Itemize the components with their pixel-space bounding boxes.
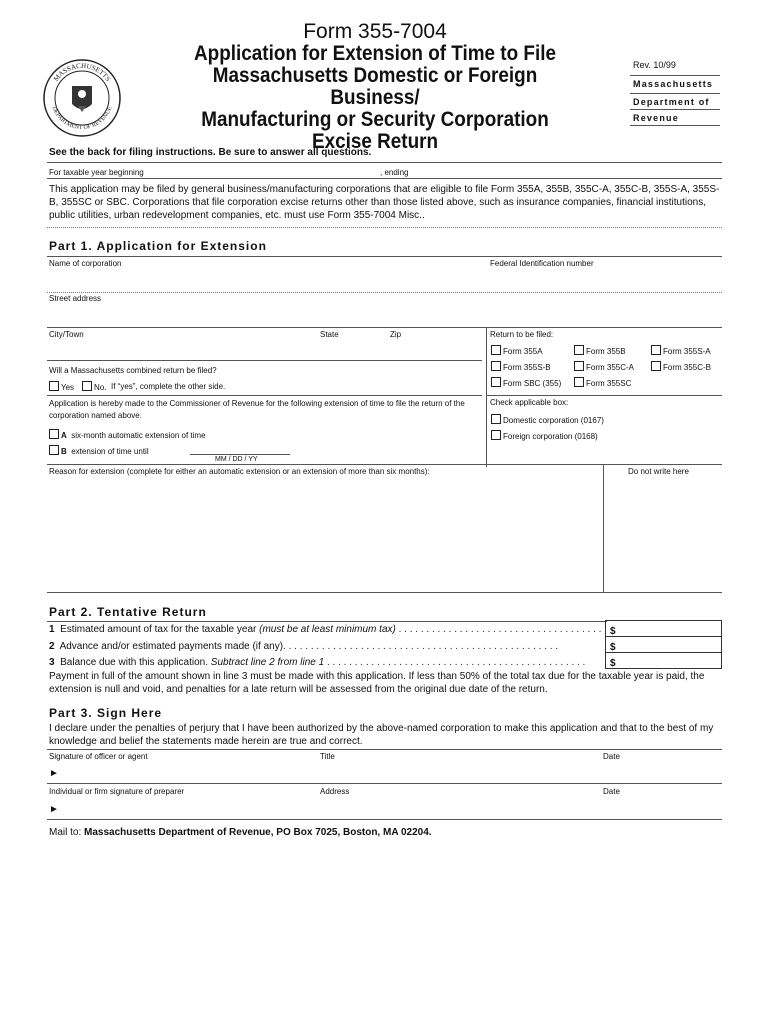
sign-arrow-icon: ►: [49, 768, 59, 779]
amount-box-3[interactable]: $: [605, 652, 722, 669]
revision: Rev. 10/99: [633, 60, 676, 70]
checkbox-355c-b[interactable]: Form 355C-B: [651, 361, 711, 372]
return-label: Return to be filed:: [490, 330, 554, 339]
sign-arrow-2-icon: ►: [49, 804, 59, 815]
title-line-1: Application for Extension of Time to File: [194, 42, 556, 65]
amount-box-2[interactable]: $: [605, 636, 722, 653]
city-label: City/Town: [49, 330, 84, 339]
agency-line-2: Department of: [633, 97, 710, 107]
title-label: Title: [320, 752, 335, 761]
intro-text: This application may be filed by general business/manufacturing corporations that are eligible to file Form 355A, 355B, 355C-A, 355C-B, 355S-A, 355S-B, 355SC or SBC. Corporations that file corporation excise returns other than those listed above, such as insurance companies, financial institutions, public utilities, urban redevelopment companies, etc. must use Form 355-7004 Misc..: [49, 184, 720, 221]
officer-signature-field[interactable]: [60, 764, 720, 782]
taxable-year-field[interactable]: [47, 178, 722, 179]
form-title: [150, 43, 600, 153]
corp-name-label: Name of corporation: [49, 259, 122, 268]
date-hint: MM / DD / YY: [215, 456, 258, 463]
checkbox-355b[interactable]: Form 355B: [574, 345, 626, 356]
amount-box-1[interactable]: $: [605, 620, 722, 637]
zip-label: Zip: [390, 330, 402, 339]
checkbox-sbc[interactable]: Form SBC (355): [491, 377, 561, 388]
street-field[interactable]: [47, 305, 722, 325]
street-label: Street address: [49, 294, 102, 303]
application-text: Application is hereby made to the Commissioner of Revenue for the following extension of time to file the return of the corporation named above.: [49, 399, 465, 420]
checkbox-355s-a[interactable]: Form 355S-A: [651, 345, 711, 356]
payment-note: Payment in full of the amount shown in line 3 must be made with this application. If less than 50% of the total tax due for the taxable year is paid, the extension is null and void, and penalties for a late return will be assessed from the original due date of the return.: [49, 671, 705, 695]
seal-bottom-text: DEPARTMENT OF REVENUE: [50, 105, 114, 132]
fid-field[interactable]: [488, 270, 722, 290]
fid-label: Federal Identification number: [490, 259, 594, 268]
mail-to: Mail to: Massachusetts Department of Revenue, PO Box 7025, Boston, MA 02204.: [49, 827, 432, 838]
agency-line-1: Massachusetts: [633, 79, 714, 89]
sig-preparer-label: Individual or firm signature of preparer: [49, 787, 185, 796]
address-label: Address: [320, 787, 350, 796]
checkbox-355a[interactable]: Form 355A: [491, 345, 543, 356]
taxable-year-ending: , ending: [380, 168, 409, 177]
checkbox-combined-yes[interactable]: Yes: [49, 381, 74, 392]
state-label: State: [320, 330, 339, 339]
instructions: See the back for filing instructions. Be sure to answer all questions.: [49, 147, 372, 158]
declaration: I declare under the penalties of perjury that I have been authorized by the above-named corporation to make this application and that to the best of my knowledge and belief the statements made herein are true and correct.: [49, 723, 714, 747]
checkbox-foreign[interactable]: Foreign corporation (0168): [491, 430, 598, 441]
form-number: Form 355-7004: [303, 20, 447, 43]
sig-officer-label: Signature of officer or agent: [49, 752, 148, 761]
date-label: Date: [603, 752, 620, 761]
part1-heading: Part 1. Application for Extension: [49, 239, 267, 253]
seal-icon: [42, 58, 122, 138]
reason-field[interactable]: [47, 478, 597, 588]
if-yes-note: If “yes”, complete the other side.: [111, 382, 226, 391]
line-3: 3 Balance due with this application. Subtract line 2 from line 1 . . . . . . . . . . . . . . . . . . . . . . . . . . . . . . . . . . . . . . . . . . . . . . .: [49, 657, 586, 668]
part2-heading: Part 2. Tentative Return: [49, 605, 207, 619]
checkbox-355s-b[interactable]: Form 355S-B: [491, 361, 551, 372]
state-seal: [42, 58, 122, 138]
line-1: 1 Estimated amount of tax for the taxable year (must be at least minimum tax) . . . . . . . . . . . . . . . . . . . . . . . . . . . . . . . . . . . . .: [49, 624, 602, 635]
checkbox-355c-a[interactable]: Form 355C-A: [574, 361, 634, 372]
checkbox-option-b[interactable]: B extension of time until: [49, 445, 149, 456]
extension-date-field[interactable]: [190, 454, 290, 455]
check-applicable-label: Check applicable box:: [490, 398, 569, 407]
title-line-2: Massachusetts Domestic or Foreign Business/: [212, 64, 538, 109]
line-2: 2 Advance and/or estimated payments made (if any). . . . . . . . . . . . . . . . . . . . . . . . . . . . . . . . . . . . . . . . . . . . . . . . . .: [49, 641, 559, 652]
checkbox-domestic[interactable]: Domestic corporation (0167): [491, 414, 604, 425]
reason-label: Reason for extension (complete for either an automatic extension or an extension of more than six months):: [49, 467, 430, 476]
checkbox-option-a[interactable]: A six-month automatic extension of time: [49, 429, 206, 440]
corp-name-field[interactable]: [47, 270, 482, 290]
checkbox-355sc[interactable]: Form 355SC: [574, 377, 631, 388]
preparer-signature-field[interactable]: [60, 800, 720, 818]
title-line-3: Manufacturing or Security Corporation: [201, 108, 549, 131]
taxable-year-label: For taxable year beginning: [49, 168, 144, 177]
date2-label: Date: [603, 787, 620, 796]
svg-text:MASSACHUSETTS: [52, 62, 112, 83]
checkbox-combined-no[interactable]: No.: [82, 381, 106, 392]
seal-top-text: MASSACHUSETTS: [52, 61, 113, 83]
part3-heading: Part 3. Sign Here: [49, 706, 163, 720]
title-line-4: Excise Return: [311, 130, 439, 153]
do-not-write-label: Do not write here: [628, 467, 689, 476]
agency-line-3: Revenue: [633, 113, 679, 123]
city-field[interactable]: [47, 340, 477, 358]
combined-question: Will a Massachusetts combined return be filed?: [49, 366, 217, 375]
